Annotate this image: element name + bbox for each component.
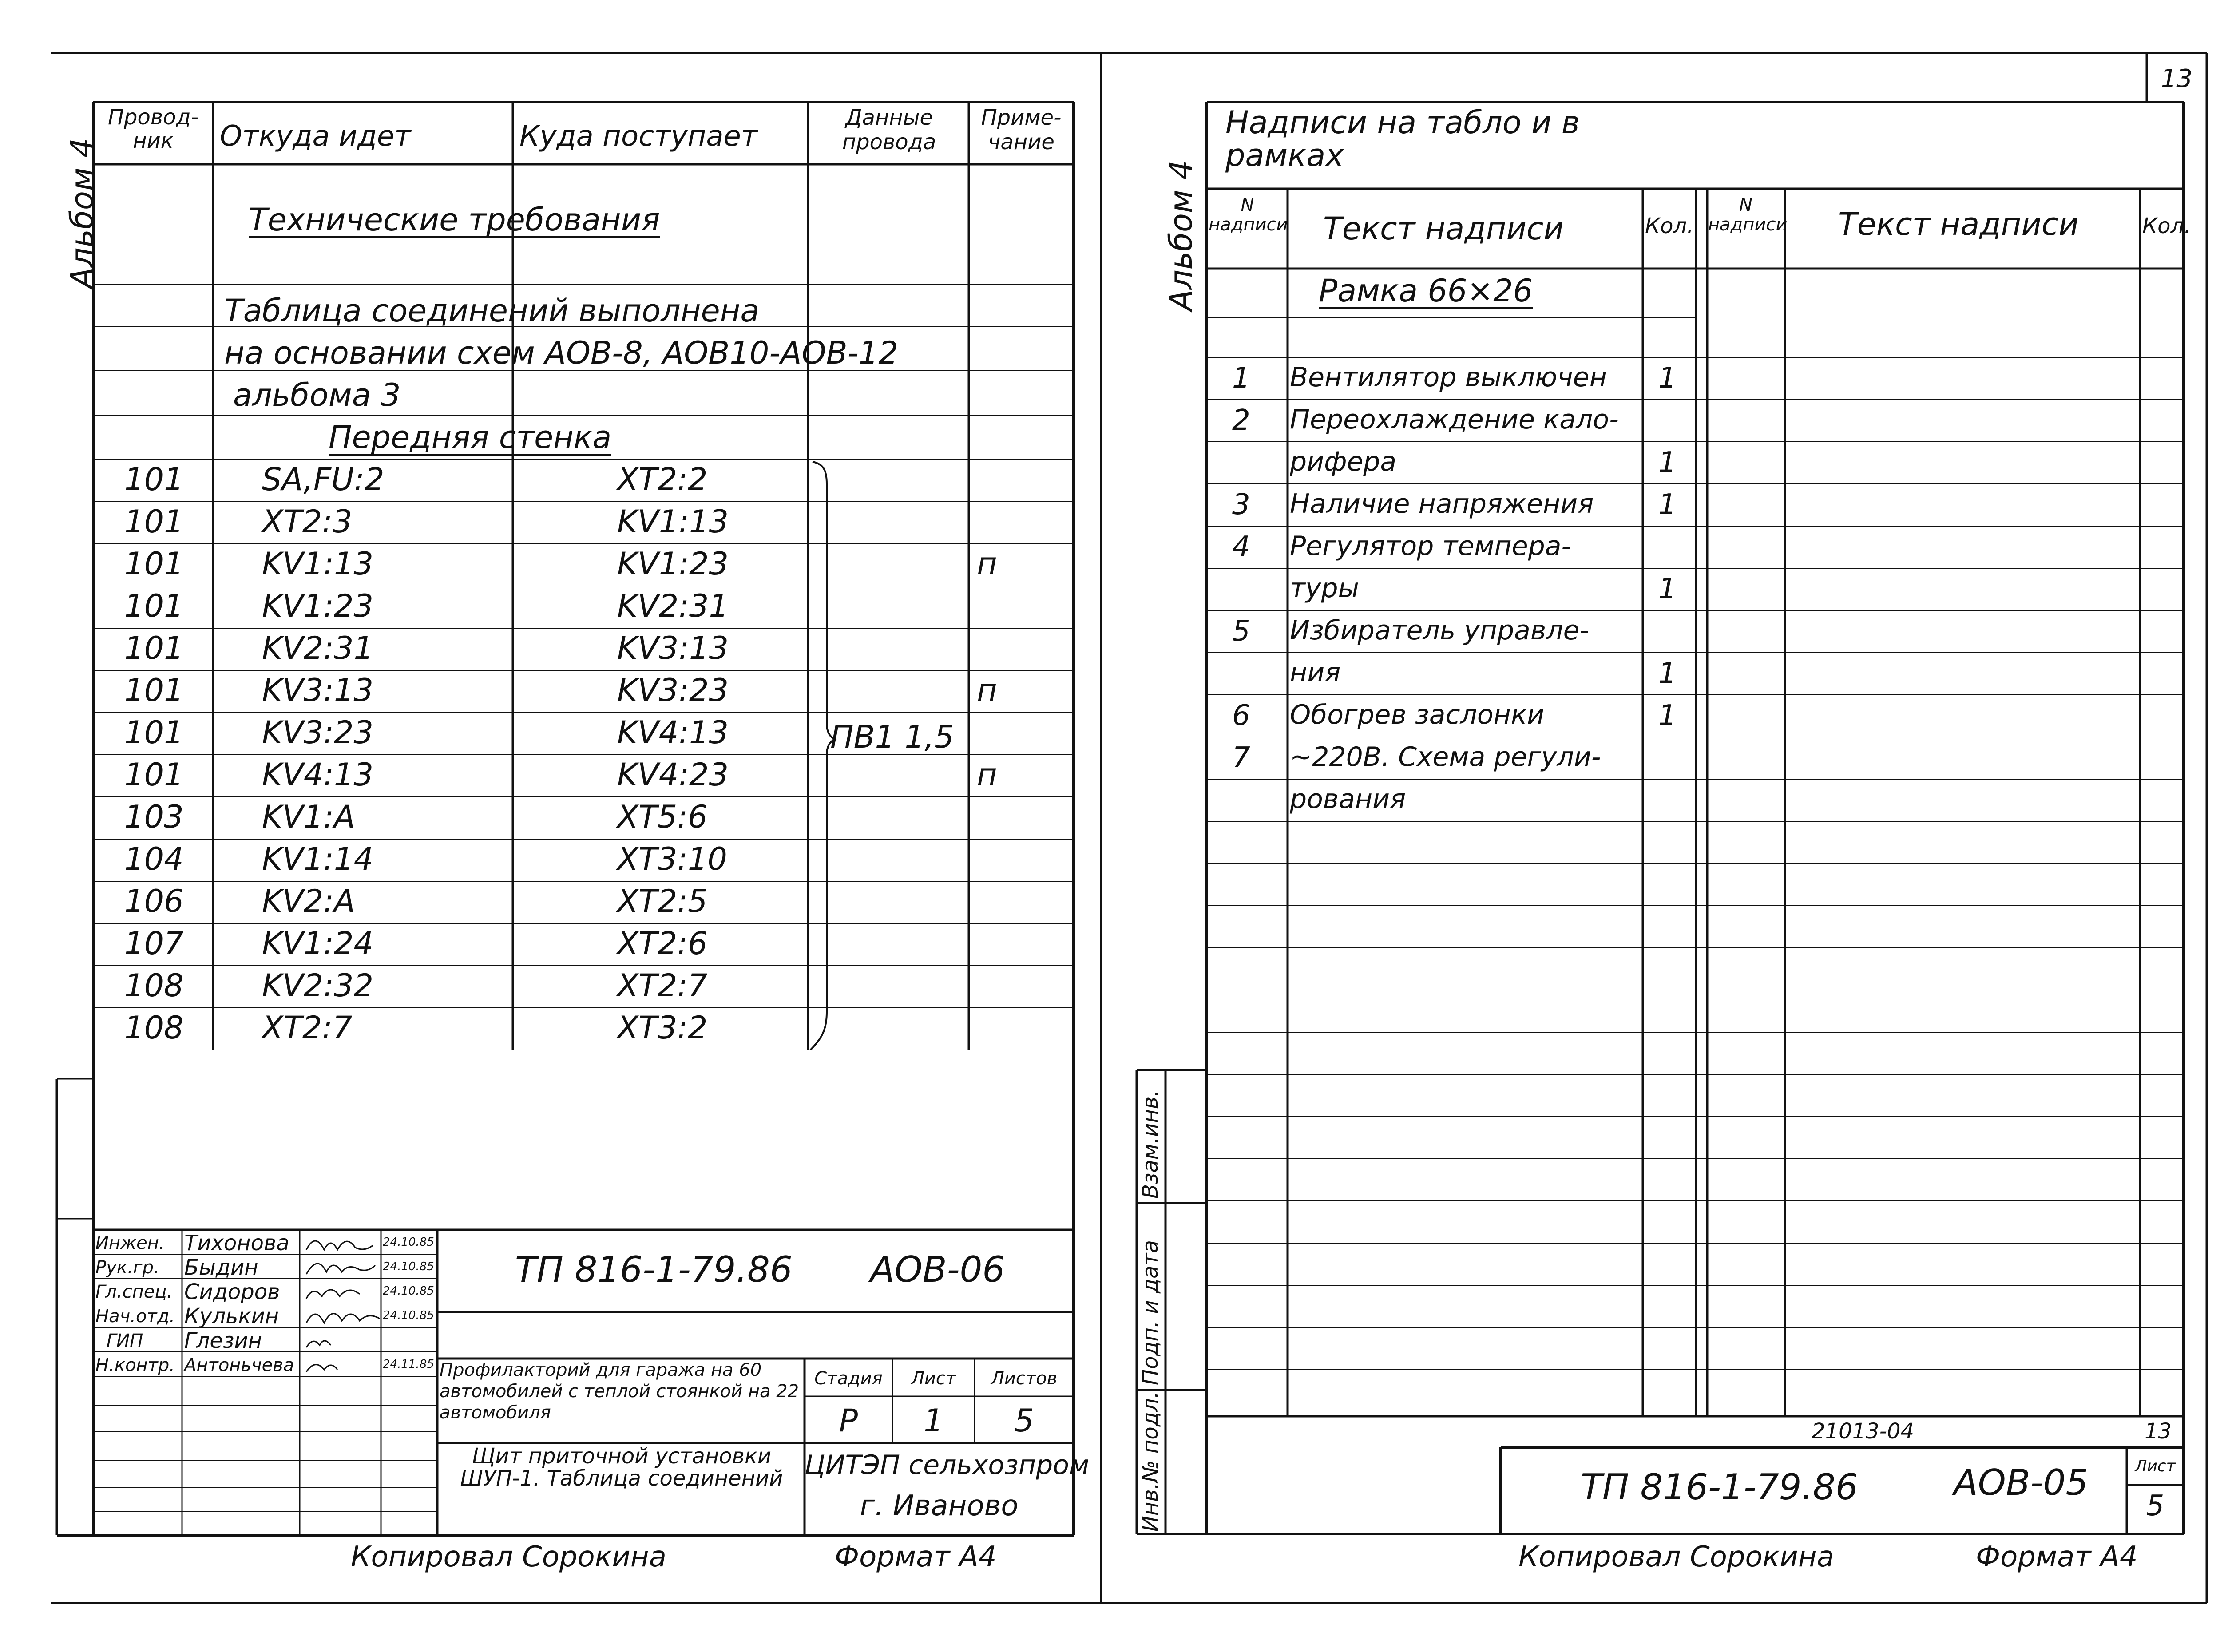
conn-from-11: KV1:24 bbox=[262, 925, 373, 962]
side-label-1: Подп. и дата bbox=[1138, 1240, 1163, 1385]
stamp-stage-label: Стадия bbox=[814, 1368, 883, 1389]
conn-from-2: KV1:13 bbox=[262, 546, 373, 582]
conn-to-13: XT3:2 bbox=[617, 1010, 708, 1046]
section-title: Передняя стенка bbox=[329, 419, 612, 456]
header-data: Данные провода bbox=[842, 105, 936, 155]
label-text-2: рифера bbox=[1290, 446, 1397, 477]
label-text-8: Обогрев заслонки bbox=[1290, 699, 1545, 730]
stamp-role-3: Нач.отд. bbox=[95, 1306, 175, 1327]
label-qty-0: 1 bbox=[1658, 362, 1677, 395]
label-num-3: 3 bbox=[1232, 488, 1250, 521]
header-to: Куда поступает bbox=[519, 120, 758, 153]
conn-to-4: KV3:13 bbox=[617, 630, 729, 666]
frame-label: Рамка 66×26 bbox=[1319, 273, 1533, 309]
stamp-name-1: Быдин bbox=[184, 1255, 258, 1280]
stamp-date-0: 24.10.85 bbox=[383, 1236, 434, 1249]
conn-wire-5: 101 bbox=[124, 672, 184, 709]
conn-to-0: XT2:2 bbox=[617, 461, 708, 498]
label-num-0: 1 bbox=[1232, 362, 1250, 395]
label-num-4: 4 bbox=[1232, 531, 1250, 563]
conn-wire-3: 101 bbox=[124, 588, 184, 624]
label-text-6: Избиратель управле- bbox=[1290, 615, 1590, 646]
label-text-7: ния bbox=[1290, 657, 1341, 688]
header-text-1: Текст надписи bbox=[1323, 210, 1564, 247]
label-num-1: 2 bbox=[1232, 404, 1250, 437]
conn-wire-8: 103 bbox=[124, 799, 184, 835]
conn-from-0: SA,FU:2 bbox=[262, 461, 385, 498]
label-text-4: Регулятор темпера- bbox=[1290, 531, 1571, 562]
label-text-9: ~220В. Схема регули- bbox=[1290, 741, 1601, 773]
header-wire: Провод-ник bbox=[107, 105, 199, 153]
label-num-6: 5 bbox=[1232, 615, 1250, 648]
conn-wire-10: 106 bbox=[124, 883, 184, 919]
stamp-date-2: 24.10.85 bbox=[383, 1284, 434, 1298]
header-qty-2: Кол. bbox=[2142, 214, 2191, 238]
conn-to-8: XT5:6 bbox=[617, 799, 708, 835]
conn-wire-11: 107 bbox=[124, 925, 184, 962]
stamp-doc-code: ТП 816-1-79.86 bbox=[515, 1249, 793, 1290]
stamp-name-5: Антоньчева bbox=[184, 1355, 294, 1375]
stamp-sheet: 1 bbox=[924, 1402, 944, 1439]
sheet-mark: 13 bbox=[2145, 1419, 2172, 1444]
conn-to-5: KV3:23 bbox=[617, 672, 729, 709]
conn-wire-6: 101 bbox=[124, 714, 184, 751]
page-number: 13 bbox=[2161, 64, 2193, 93]
stamp-role-5: Н.контр. bbox=[95, 1355, 175, 1375]
stamp-role-0: Инжен. bbox=[95, 1233, 165, 1253]
header-qty-1: Кол. bbox=[1645, 214, 1694, 238]
left-format: Формат А4 bbox=[835, 1541, 997, 1573]
conn-from-8: KV1:A bbox=[262, 799, 355, 835]
stamp-drawing-title: Щит приточной установки ШУП-1. Таблица соединений bbox=[460, 1444, 783, 1491]
title-line: Технические требования bbox=[249, 202, 660, 238]
stamp-sheet-label: Лист bbox=[911, 1368, 956, 1389]
side-label-0: Взам.инв. bbox=[1138, 1089, 1163, 1199]
conn-to-1: KV1:13 bbox=[617, 503, 729, 540]
label-text-10: рования bbox=[1290, 784, 1406, 815]
conn-from-3: KV1:23 bbox=[262, 588, 373, 624]
label-text-1: Переохлаждение кало- bbox=[1290, 404, 1619, 435]
label-qty-2: 1 bbox=[1658, 446, 1677, 479]
conn-to-9: XT3:10 bbox=[617, 841, 727, 877]
stamp-stage: Р bbox=[839, 1402, 858, 1439]
label-qty-7: 1 bbox=[1658, 657, 1677, 690]
conn-wire-12: 108 bbox=[124, 967, 184, 1004]
stamp-name-2: Сидоров bbox=[184, 1280, 280, 1304]
conn-from-7: KV4:13 bbox=[262, 757, 373, 793]
right-album-label: Альбом 4 bbox=[1163, 160, 1199, 311]
conn-from-12: KV2:32 bbox=[262, 967, 373, 1004]
right-title: Надписи на табло и в рамках bbox=[1225, 104, 1580, 174]
header-num-2: N надписи bbox=[1708, 195, 1788, 235]
conn-from-6: KV3:23 bbox=[262, 714, 373, 751]
conn-wire-2: 101 bbox=[124, 546, 184, 582]
right-doc-id: АОВ-05 bbox=[1954, 1462, 2089, 1503]
right-sheet-label: Лист bbox=[2135, 1457, 2176, 1475]
conn-to-3: KV2:31 bbox=[617, 588, 729, 624]
right-copied: Копировал Сорокина bbox=[1518, 1541, 1834, 1573]
stamp-role-2: Гл.спец. bbox=[95, 1282, 173, 1302]
conn-wire-13: 108 bbox=[124, 1010, 184, 1046]
header-text-2: Текст надписи bbox=[1838, 206, 2079, 242]
label-qty-5: 1 bbox=[1658, 573, 1677, 606]
conn-to-6: KV4:13 bbox=[617, 714, 729, 751]
stamp-name-0: Тихонова bbox=[184, 1231, 289, 1256]
conn-from-9: KV1:14 bbox=[262, 841, 373, 877]
conn-to-7: KV4:23 bbox=[617, 757, 729, 793]
conn-to-10: XT2:5 bbox=[617, 883, 708, 919]
conn-to-2: KV1:23 bbox=[617, 546, 729, 582]
conn-wire-9: 104 bbox=[124, 841, 184, 877]
left-copied: Копировал Сорокина bbox=[351, 1541, 666, 1573]
right-doc-code: ТП 816-1-79.86 bbox=[1581, 1466, 1858, 1508]
conn-wire-0: 101 bbox=[124, 461, 184, 498]
stamp-sheets: 5 bbox=[1014, 1402, 1034, 1439]
header-num-1: N надписи bbox=[1209, 195, 1288, 235]
conn-note-2: п bbox=[977, 546, 997, 582]
stamp-doc-id: АОВ-06 bbox=[870, 1249, 1005, 1290]
conn-wire-7: 101 bbox=[124, 757, 184, 793]
conn-from-10: KV2:A bbox=[262, 883, 355, 919]
side-label-2: Инв.№ подл. bbox=[1138, 1391, 1163, 1532]
stamp-date-1: 24.10.85 bbox=[383, 1260, 434, 1273]
right-sheet: 5 bbox=[2146, 1490, 2164, 1522]
conn-note-5: п bbox=[977, 672, 997, 709]
stamp-role-1: Рук.гр. bbox=[95, 1257, 159, 1278]
label-text-0: Вентилятор выключен bbox=[1290, 362, 1607, 393]
inventory-number: 21013-04 bbox=[1812, 1419, 1915, 1444]
label-num-8: 6 bbox=[1232, 699, 1250, 732]
header-from: Откуда идет bbox=[220, 120, 411, 153]
conn-to-12: XT2:7 bbox=[617, 967, 708, 1004]
left-album-label: Альбом 4 bbox=[64, 138, 100, 289]
stamp-city: г. Иваново bbox=[860, 1490, 1019, 1522]
conn-from-5: KV3:13 bbox=[262, 672, 373, 709]
stamp-role-4: ГИП bbox=[107, 1331, 143, 1351]
stamp-sheets-label: Листов bbox=[991, 1368, 1058, 1389]
stamp-name-4: Глезин bbox=[184, 1328, 262, 1353]
conn-from-1: XT2:3 bbox=[262, 503, 353, 540]
wire-data: ПВ1 1,5 bbox=[830, 719, 954, 755]
conn-to-11: XT2:6 bbox=[617, 925, 708, 962]
label-num-9: 7 bbox=[1232, 741, 1250, 774]
conn-note-7: п bbox=[977, 757, 997, 793]
stamp-org: ЦИТЭП сельхозпром bbox=[805, 1450, 1090, 1481]
label-text-3: Наличие напряжения bbox=[1290, 488, 1594, 519]
label-qty-3: 1 bbox=[1658, 488, 1677, 521]
header-note: Приме-чание bbox=[981, 105, 1062, 155]
stamp-name-3: Кулькин bbox=[184, 1304, 279, 1329]
stamp-date-3: 24.10.85 bbox=[383, 1309, 434, 1322]
note-line-3: альбома 3 bbox=[233, 377, 401, 413]
label-qty-8: 1 bbox=[1658, 699, 1677, 732]
stamp-date-5: 24.11.85 bbox=[383, 1358, 434, 1371]
conn-from-4: KV2:31 bbox=[262, 630, 373, 666]
conn-wire-4: 101 bbox=[124, 630, 184, 666]
note-line-2: на основании схем АОВ-8, АОВ10-АОВ-12 bbox=[224, 335, 898, 371]
right-format: Формат А4 bbox=[1976, 1541, 2138, 1573]
conn-wire-1: 101 bbox=[124, 503, 184, 540]
note-line-1: Таблица соединений выполнена bbox=[224, 293, 760, 329]
label-text-5: туры bbox=[1290, 573, 1359, 604]
conn-from-13: XT2:7 bbox=[262, 1010, 353, 1046]
stamp-project-title: Профилакторий для гаража на 60 автомобилей с теплой стоянкой на 22 автомобиля bbox=[440, 1360, 799, 1423]
